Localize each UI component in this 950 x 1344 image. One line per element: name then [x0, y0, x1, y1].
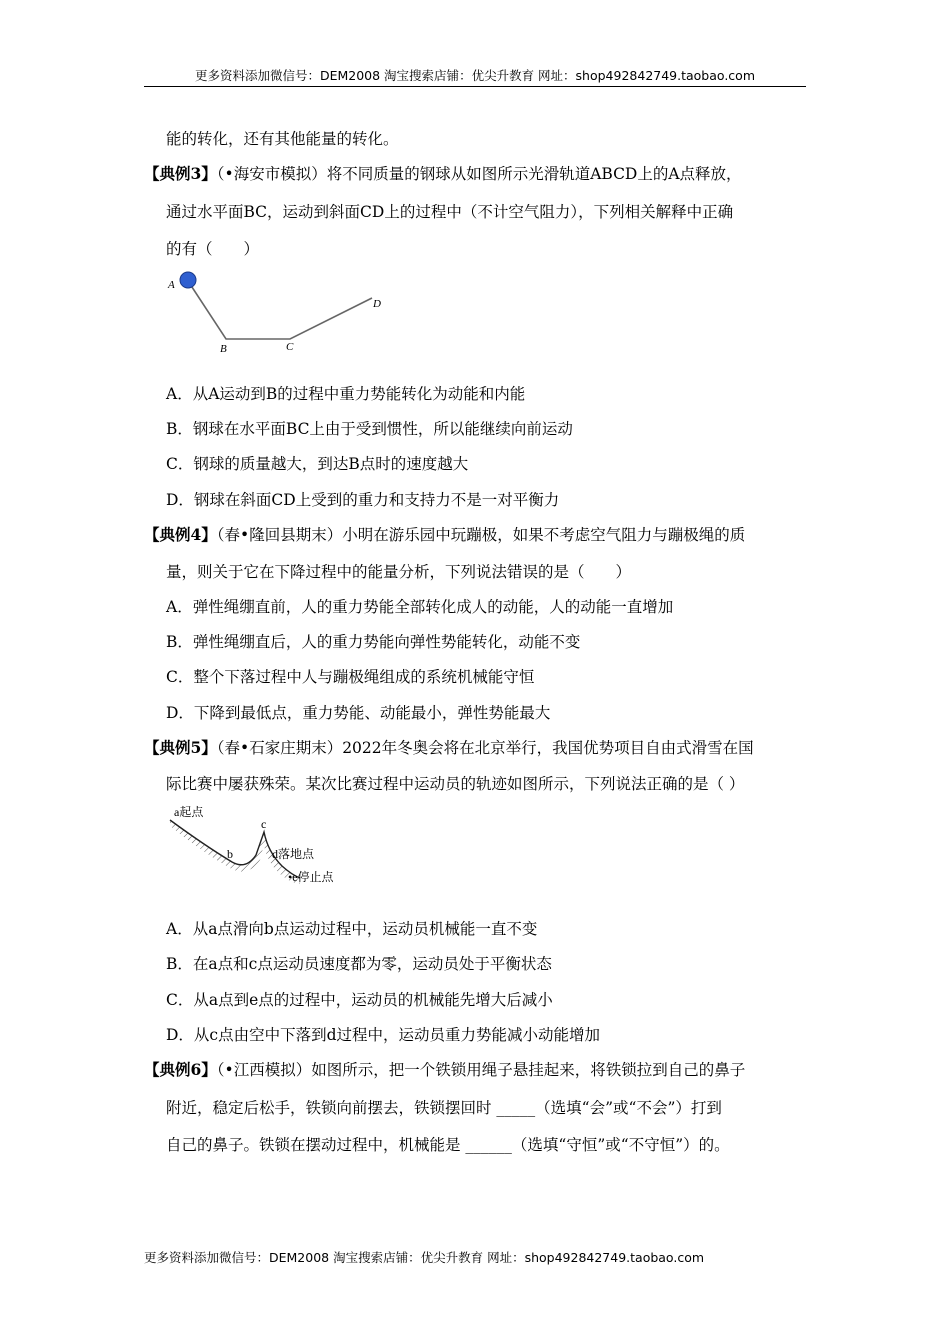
example-3-stem-line-3: 的有（ ） — [166, 240, 260, 258]
intro-line: 能的转化，还有其他能量的转化。 — [166, 130, 399, 148]
label-b: b — [227, 847, 233, 861]
example-5-option-c: C．从a点到e点的过程中，运动员的机械能先增大后减小 — [166, 991, 553, 1009]
example-5-option-b: B．在a点和c点运动员速度都为零，运动员处于平衡状态 — [166, 955, 552, 973]
label-B: B — [220, 343, 227, 355]
example-4-stem-line-2: 量，则关于它在下降过程中的能量分析，下列说法错误的是（ ） — [166, 563, 632, 581]
page-header: 更多资料添加微信号：DEM2008 淘宝搜索店铺：优尖升教育 网址：shop492842749.taobao.com — [194, 68, 756, 83]
example-3-option-a: A．从A运动到B的过程中重力势能转化为动能和内能 — [166, 385, 526, 403]
label-c: c — [261, 817, 267, 831]
example-3-option-d: D．钢球在斜面CD上受到的重力和支持力不是一对平衡力 — [166, 491, 560, 509]
example-5-stem-line-1: 【典例5】（春•石家庄期末）2022年冬奥会将在北京举行，我国优势项目自由式滑雪在国 — [144, 738, 754, 757]
example-3-tag: 【典例3】 — [144, 164, 217, 183]
example-5-stem-line-2: 际比赛中屡获殊荣。某次比赛过程中运动员的轨迹如图所示，下列说法正确的是（ ） — [166, 775, 745, 793]
page-footer: 更多资料添加微信号：DEM2008 淘宝搜索店铺：优尖升教育 网址：shop492842749.taobao.com — [144, 1250, 705, 1265]
example-3-stem-line-2: 通过水平面BC，运动到斜面CD上的过程中（不计空气阻力），下列相关解释中正确 — [166, 203, 734, 221]
example-6-stem-line-2: 附近，稳定后松手，铁锁向前摆去，铁锁摆回时 _____（选填“会”或“不会”）打到 — [166, 1099, 722, 1117]
example-5-option-d: D．从c点由空中下落到d过程中，运动员重力势能减小动能增加 — [166, 1026, 601, 1044]
example-5-tag: 【典例5】 — [144, 738, 217, 757]
example-6-stem-line-1: 【典例6】（•江西模拟）如图所示，把一个铁锁用绳子悬挂起来，将铁锁拉到自己的鼻子 — [144, 1060, 746, 1079]
example-6-tag: 【典例6】 — [144, 1060, 217, 1079]
track-path — [188, 281, 372, 339]
example-4-option-c: C．整个下落过程中人与蹦极绳组成的系统机械能守恒 — [166, 668, 535, 686]
example-4-option-a: A．弹性绳绷直前，人的重力势能全部转化成人的动能，人的动能一直增加 — [166, 598, 674, 616]
label-a-start: a起点 — [174, 805, 204, 819]
example-4-option-b: B．弹性绳绷直后，人的重力势能向弹性势能转化，动能不变 — [166, 633, 581, 651]
example-4-option-d: D．下降到最低点，重力势能、动能最小，弹性势能最大 — [166, 704, 551, 722]
header-rule — [144, 86, 806, 87]
steel-ball — [180, 272, 196, 288]
track-abcd-figure — [160, 266, 395, 358]
example-6-stem-line-3: 自己的鼻子。铁锁在摆动过程中，机械能是 ______（选填“守恒”或“不守恒”）的。 — [166, 1136, 730, 1154]
label-e-stop: •e停止点 — [288, 870, 334, 884]
ski-trajectory-figure — [164, 800, 354, 888]
example-3-option-b: B．钢球在水平面BC上由于受到惯性，所以能继续向前运动 — [166, 420, 573, 438]
label-d-landing: d落地点 — [272, 847, 315, 861]
example-3-stem-line-1: 【典例3】（•海安市模拟）将不同质量的钢球从如图所示光滑轨道ABCD上的A点释放， — [144, 164, 742, 183]
example-5-option-a: A．从a点滑向b点运动过程中，运动员机械能一直不变 — [166, 920, 538, 938]
label-D: D — [373, 298, 381, 310]
example-4-stem-line-1: 【典例4】（春•隆回县期末）小明在游乐园中玩蹦极，如果不考虑空气阻力与蹦极绳的质 — [144, 525, 746, 544]
example-4-tag: 【典例4】 — [144, 525, 217, 544]
label-C: C — [286, 341, 294, 353]
label-A: A — [168, 279, 175, 291]
example-3-option-c: C．钢球的质量越大，到达B点时的速度越大 — [166, 455, 469, 473]
